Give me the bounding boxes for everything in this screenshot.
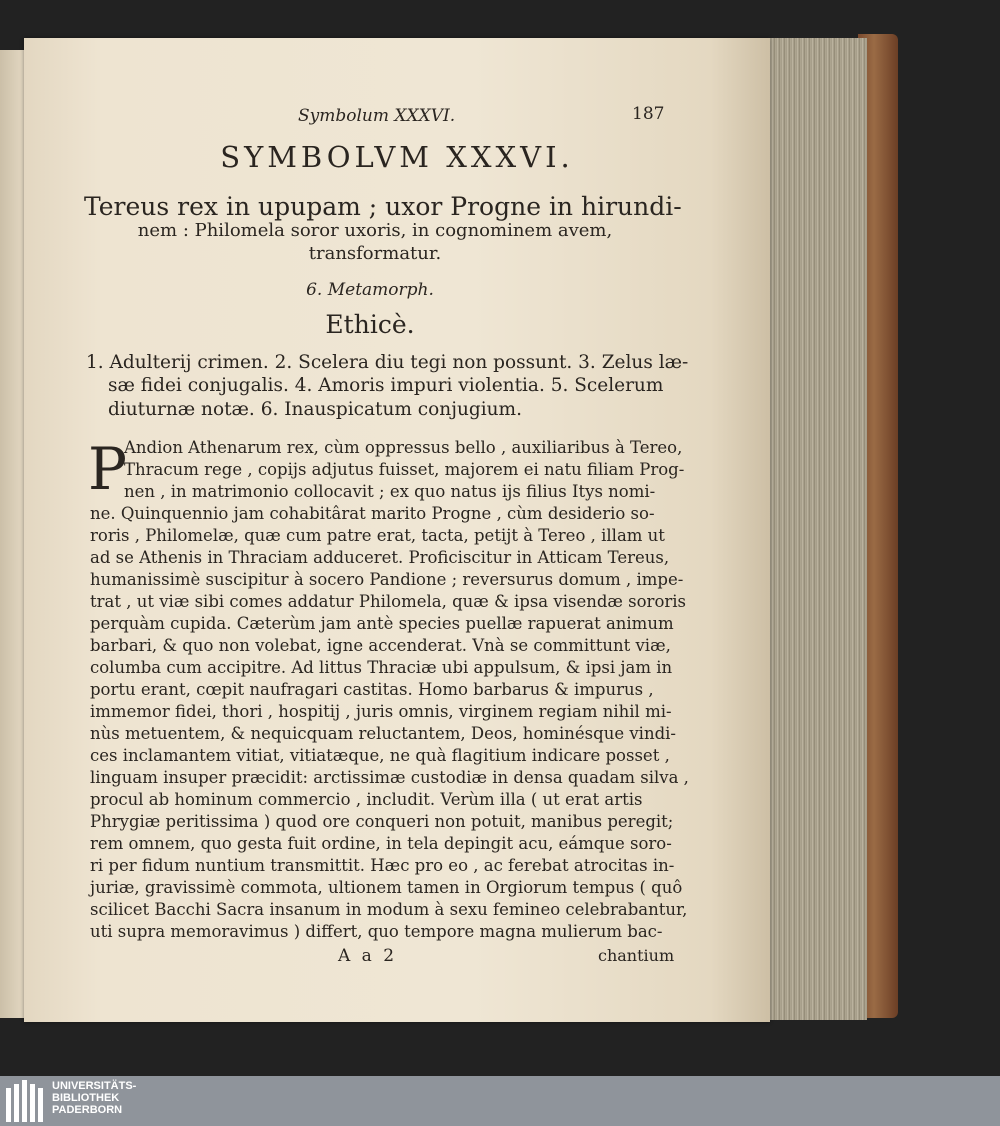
body-line: perquàm cupida. Cæterùm jam antè species puellæ rapuerat animum (90, 614, 674, 633)
library-name-line: BIBLIOTHEK (52, 1092, 120, 1104)
subtitle-line-2: nem : Philomela soror uxoris, in cognominem avem, (137, 220, 613, 241)
library-name-line: UNIVERSITÄTS- (52, 1080, 137, 1092)
drop-cap: P (88, 435, 128, 503)
body-line: ne. Quinquennio jam cohabitârat marito Progne , cùm desiderio so- (90, 504, 655, 523)
body-line: ri per fidum nuntium transmittit. Hæc pro eo , ac ferebat atrocitas in- (90, 856, 675, 875)
body-line: procul ab hominum commercio , includit. Verùm illa ( ut erat artis (90, 790, 643, 809)
signature-mark: A a 2 (338, 946, 398, 966)
catchword: chantium (598, 946, 675, 965)
running-head: Symbolum XXXVI. (298, 106, 456, 126)
body-line: juriæ, gravissimè commota, ultionem tamen in Orgiorum tempus ( quô (90, 878, 683, 897)
body-line: trat , ut viæ sibi comes addatur Philomela, quæ & ipsa visendæ sororis (90, 592, 687, 611)
body-line: columba cum accipitre. Ad littus Thraciæ ubi appulsum, & ipsi jam in (90, 658, 673, 677)
page-title: SYMBOLVM XXXVI. (220, 140, 574, 174)
body-line: ad se Athenis in Thraciam adduceret. Proficiscitur in Atticam Tereus, (90, 548, 670, 567)
body-line: linguam insuper præcidit: arctissimæ custodiæ in densa quadam silva , (90, 768, 689, 787)
page-number: 187 (632, 104, 665, 124)
left-page-edge (0, 50, 27, 1018)
source-reference: 6. Metamorph. (306, 280, 434, 300)
body-line: ces inclamantem vitiat, vitiatæque, ne quà flagitium indicare posset , (90, 746, 670, 765)
body-line: Thracum rege , copijs adjutus fuisset, majorem ei natu filiam Prog- (124, 460, 685, 479)
ethics-list-line-3: diuturnæ notæ. 6. Inauspicatum conjugium. (108, 399, 522, 420)
body-line: Andion Athenarum rex, cùm oppressus bello , auxiliaribus à Tereo, (124, 438, 683, 457)
body-line: scilicet Bacchi Sacra insanum in modum à sexu femineo celebrabantur, (90, 900, 688, 919)
library-name-line: PADERBORN (52, 1104, 123, 1116)
body-line: roris , Philomelæ, quæ cum patre erat, tacta, petijt à Tereo , illam ut (90, 526, 665, 545)
ethics-list-line-2: sæ fidei conjugalis. 4. Amoris impuri violentia. 5. Scelerum (108, 375, 664, 396)
body-line: nùs metuentem, & nequicquam reluctantem, Deos, hominésque vindi- (90, 724, 676, 743)
page-fore-edge (760, 38, 867, 1020)
body-line: immemor fidei, thori , hospitij , juris omnis, virginem regiam nihil mi- (90, 702, 672, 721)
body-line: nen , in matrimonio collocavit ; ex quo natus ijs filius Itys nomi- (124, 482, 656, 501)
library-name (52, 1080, 136, 1116)
body-line: humanissimè suscipitur à socero Pandione ; reversurus domum , impe- (90, 570, 684, 589)
body-line: barbari, & quo non volebat, igne accenderat. Vnà se committunt viæ, (90, 636, 671, 655)
body-line: uti supra memoravimus ) differt, quo tempore magna mulierum bac- (90, 922, 663, 941)
subtitle-line-1: Tereus rex in upupam ; uxor Progne in hirundi- (84, 192, 682, 221)
body-line: rem omnem, quo gesta fuit ordine, in tela depingit acu, eámque soro- (90, 834, 672, 853)
body-line: portu erant, cœpit naufragari castitas. Homo barbarus & impurus , (90, 680, 654, 699)
ethics-list-line-1: 1. Adulterij crimen. 2. Scelera diu tegi non possunt. 3. Zelus læ- (86, 352, 689, 373)
library-logo-icon (6, 1080, 46, 1122)
library-footer (0, 1076, 1000, 1126)
body-line: Phrygiæ peritissima ) quod ore conqueri non potuit, manibus peregit; (90, 812, 674, 831)
subtitle-line-3: transformatur. (308, 243, 442, 264)
section-heading: Ethicè. (325, 310, 415, 339)
